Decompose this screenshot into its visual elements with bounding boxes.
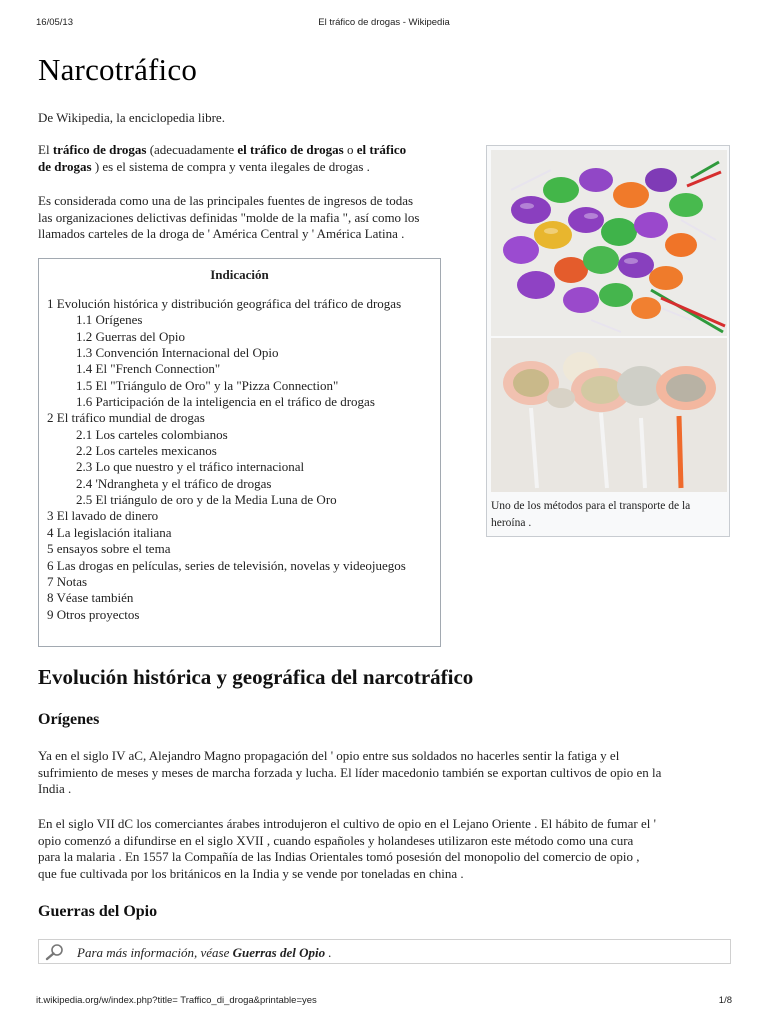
candy-lollipops-photo[interactable] <box>491 150 727 336</box>
infobox-caption: Uno de los métodos para el transporte de la heroína . <box>491 500 691 529</box>
toc-item[interactable]: 1.2 Guerras del Opio <box>76 328 186 344</box>
toc-item[interactable]: 7 Notas <box>47 573 88 589</box>
print-url: it.wikipedia.org/w/index.php?title= Traffico_di_droga&printable=yes <box>36 995 317 1006</box>
hatnote-text: Para más información, véase Guerras del Opio . <box>77 945 332 960</box>
guerras-del-opio-link[interactable]: Guerras del Opio <box>232 945 326 960</box>
paragraph-2: Es considerada como una de las principales fuentes de ingresos de todas las organizaciones delictivas definidas "molde de la mafia ", así como los llamados carteles de la droga de ' América Central y ' América Latina . <box>38 193 420 241</box>
toc-item[interactable]: 4 La legislación italiana <box>47 524 172 540</box>
toc-item[interactable]: 9 Otros proyectos <box>47 606 140 622</box>
toc-item[interactable]: 2.3 Lo que nuestro y el tráfico internacional <box>76 459 305 475</box>
magnifier-icon <box>45 943 65 961</box>
toc-item[interactable]: 1.3 Convención Internacional del Opio <box>76 345 279 361</box>
toc-item[interactable]: 1.5 El "Triángulo de Oro" y la "Pizza Connection" <box>76 377 339 393</box>
opened-lollipops-powder-photo[interactable] <box>491 338 727 492</box>
toc-title: Indicación <box>210 267 269 282</box>
toc-item[interactable]: 1.6 Participación de la inteligencia en el tráfico de drogas <box>76 394 375 410</box>
toc-list <box>47 296 406 623</box>
powder-photo-graphic <box>491 338 727 492</box>
toc-item[interactable]: 2.5 El triángulo de oro y de la Media Luna de Oro <box>76 492 337 508</box>
intro-paragraph: El tráfico de drogas (adecuadamente el tráfico de drogas o el tráfico de drogas ) es el sistema de compra y venta ilegales de drogas . <box>38 142 407 174</box>
toc-item[interactable]: 8 Véase también <box>47 590 134 606</box>
subsection-heading-guerras: Guerras del Opio <box>38 903 158 920</box>
print-page-title: El tráfico de drogas - Wikipedia <box>318 17 450 28</box>
toc-item[interactable]: 5 ensayos sobre el tema <box>47 541 171 557</box>
bold-term: el tráfico <box>356 142 407 157</box>
section-heading: Evolución histórica y geográfica del narcotráfico <box>38 665 474 689</box>
origenes-paragraph-2: En el siglo VII dC los comerciantes árabes introdujeron el cultivo de opio en el Lejano Oriente . El hábito de fumar el ' opio comenzó a difundirse en el siglo XVII , cuando españoles y holandeses utilizaron este método como una cura para la malaria . En 1557 la Compañía de las Indias Orientales tomó posesión del monopolio del comercio de opio , que fue cultivada por los británicos en la India y se vende por toneladas en china . <box>38 816 656 881</box>
print-page-number: 1/8 <box>718 995 732 1006</box>
origenes-paragraph-1: Ya en el siglo IV aC, Alejandro Magno propagación del ' opio entre sus soldados no hacerles sentir la fatiga y el sufrimiento de meses y meses de marcha forzada y lucha. El líder macedonio también se exportan cultivos de opio en la India . <box>38 748 662 796</box>
heroina-link[interactable]: heroína . <box>491 517 532 529</box>
print-header <box>36 17 732 31</box>
table-of-contents <box>38 258 441 647</box>
see-also-hatnote <box>38 939 731 964</box>
bold-term: el tráfico de drogas <box>237 142 344 157</box>
from-line: De Wikipedia, la enciclopedia libre. <box>38 110 225 125</box>
subsection-heading-origenes: Orígenes <box>38 711 100 728</box>
toc-item[interactable]: 1.1 Orígenes <box>76 312 143 328</box>
toc-item[interactable]: 2.2 Los carteles mexicanos <box>76 443 217 459</box>
infobox <box>486 145 730 537</box>
page-title: Narcotráfico <box>38 52 198 87</box>
toc-item[interactable]: 1 Evolución histórica y distribución geográfica del tráfico de drogas <box>47 296 402 311</box>
bold-term: de drogas <box>38 158 92 174</box>
toc-item[interactable]: 3 El lavado de dinero <box>47 508 159 524</box>
toc-item[interactable]: 6 Las drogas en películas, series de televisión, novelas y videojuegos <box>47 557 406 573</box>
bold-term: tráfico de drogas <box>52 142 147 157</box>
toc-item[interactable]: 2 El tráfico mundial de drogas <box>47 410 205 426</box>
toc-item[interactable]: 2.1 Los carteles colombianos <box>76 426 228 442</box>
print-footer <box>36 995 732 1009</box>
toc-item[interactable]: 2.4 'Ndrangheta y el tráfico de drogas <box>76 475 272 491</box>
candy-photo-graphic <box>491 150 727 336</box>
print-date: 16/05/13 <box>36 17 73 28</box>
toc-item[interactable]: 1.4 El "French Connection" <box>76 361 221 377</box>
